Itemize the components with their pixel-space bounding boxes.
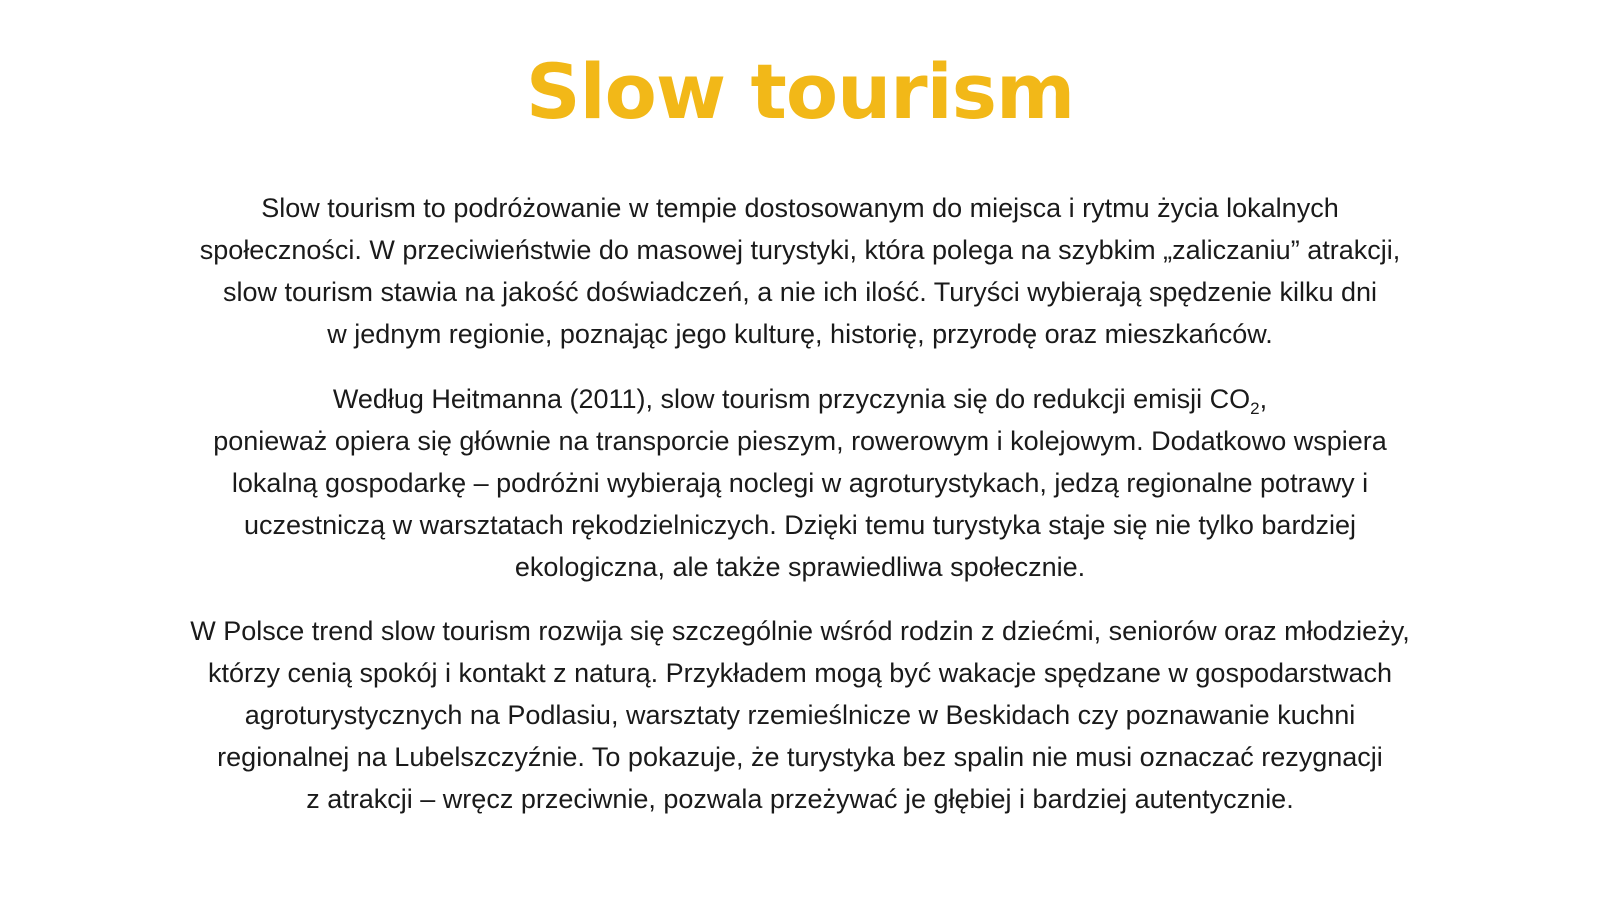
text-line: Slow tourism to podróżowanie w tempie dostosowanym do miejsca i rytmu życia lokalnych (261, 193, 1339, 223)
text-fragment: , (1259, 384, 1268, 414)
text-line: uczestniczą w warsztatach rękodzielniczych. Dzięki temu turystyka staje się nie tylko bardziej (244, 510, 1356, 540)
text-line: którzy cenią spokój i kontakt z naturą. Przykładem mogą być wakacje spędzane w gospodarstwach (207, 658, 1393, 688)
text-line: ekologiczna, ale także sprawiedliwa społecznie. (514, 552, 1086, 582)
text-line: społeczności. W przeciwieństwie do masowej turystyki, która polega na szybkim „zaliczaniu” atrakcji, (199, 235, 1401, 265)
text-line: W Polsce trend slow tourism rozwija się szczególnie wśród rodzin z dziećmi, seniorów oraz młodzieży, (190, 616, 1410, 646)
text-line (100, 378, 1500, 420)
paragraph-heitmann (100, 378, 1500, 588)
slide-title: Slow tourism (525, 47, 1075, 136)
text-line: w jednym regionie, poznając jego kulturę, historię, przyrodę oraz mieszkańców. (327, 319, 1273, 349)
text-line: z atrakcji – wręcz przeciwnie, pozwala przeżywać je głębiej i bardziej autentycznie. (306, 784, 1294, 814)
text-line: regionalnej na Lubelszczyźnie. To pokazuje, że turystyka bez spalin nie musi oznaczać rezygnacji (217, 742, 1383, 772)
text-line: agroturystycznych na Podlasiu, warsztaty rzemieślnicze w Beskidach czy poznawanie kuchni (244, 700, 1356, 730)
text-line: slow tourism stawia na jakość doświadczeń, a nie ich ilość. Turyści wybierają spędzenie kilku dni (222, 277, 1377, 307)
text-line: ponieważ opiera się głównie na transporcie pieszym, rowerowym i kolejowym. Dodatkowo wspiera (213, 426, 1387, 456)
text-fragment: Według Heitmanna (2011), slow tourism przyczynia się do redukcji emisji CO (332, 384, 1251, 414)
text-line: lokalną gospodarkę – podróżni wybierają noclegi w agroturystykach, jedzą regionalne potrawy i (231, 468, 1369, 498)
subscript-two: 2 (1250, 399, 1260, 418)
paragraph-poland (100, 610, 1500, 820)
paragraph-intro (100, 187, 1500, 355)
